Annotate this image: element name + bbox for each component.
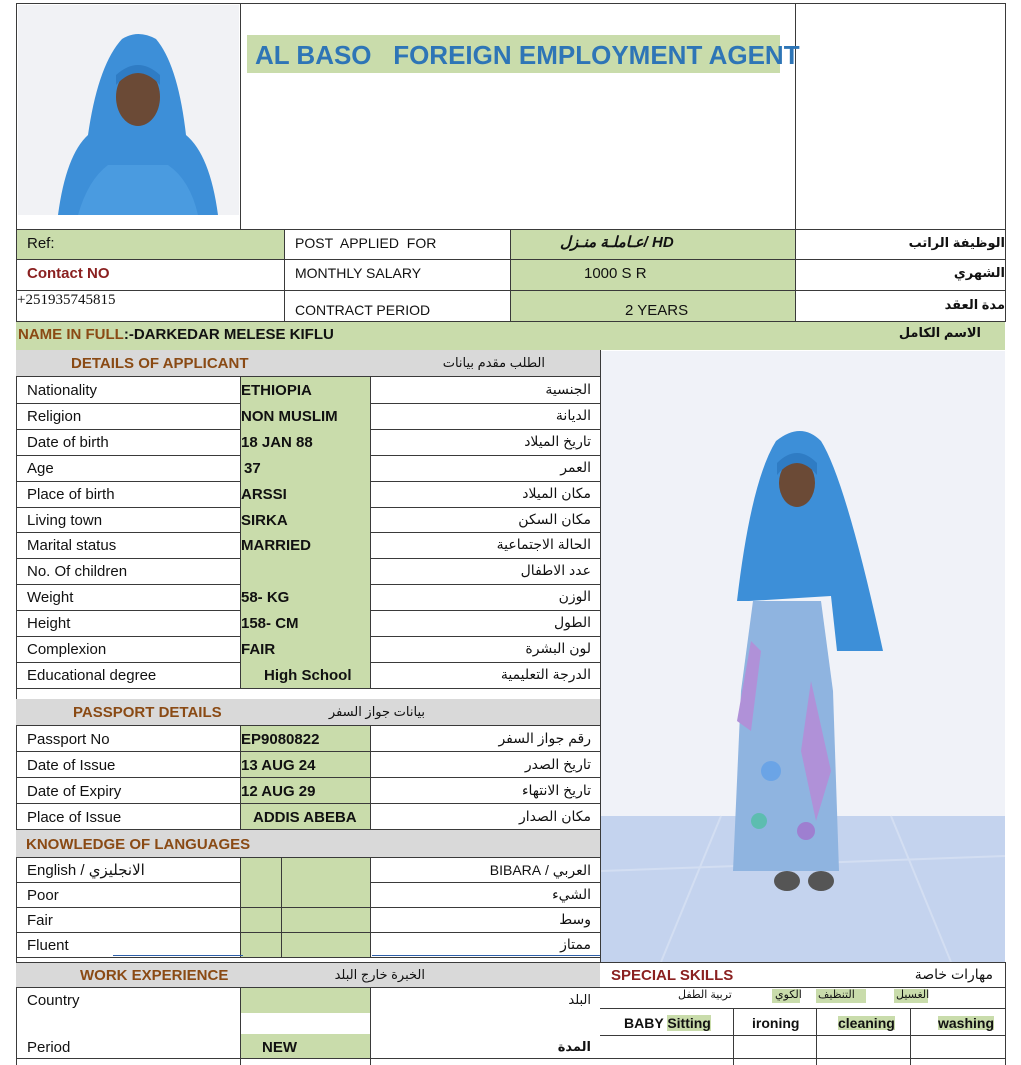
lang-arabic: العربي / BIBARA [489,862,591,878]
skill-ar-ironing: الكوي [775,989,802,1001]
detail-label: Complexion [27,641,107,658]
detail-ar: الديانة [555,407,591,423]
salary-value: 1000 S R [584,265,647,282]
detail-ar: تاريخ الميلاد [524,433,591,449]
detail-label: Date of birth [27,434,109,451]
salary-ar: الشهري [953,265,1005,280]
languages-header: KNOWLEDGE OF LANGUAGES [16,830,600,857]
passport-label: Place of Issue [27,809,122,826]
passport-ar: تاريخ الصدر [524,756,591,772]
skill-ar-washing: الغسيل [896,989,930,1001]
detail-ar: الحالة الاجتماعية [496,536,591,552]
passport-label: Date of Issue [27,757,116,774]
contract-value: 2 YEARS [625,302,689,319]
detail-ar: مكان السكن [518,511,591,527]
work-country-label: Country [27,992,80,1009]
name-row [16,322,1005,350]
post-ar: الوظيفة الراتب [908,235,1005,250]
lang-level-label: Fluent [27,937,69,954]
name-label: NAME IN FULL [18,326,124,343]
detail-value: NON MUSLIM [241,408,338,425]
work-period-label: Period [27,1039,71,1056]
detail-value: 158- CM [241,615,299,632]
ref-label: Ref: [27,235,55,252]
detail-label: Place of birth [27,486,115,503]
skill-baby-sitting: BABY Sitting [624,1015,711,1031]
post-label: POST APPLIED FOR [295,235,437,251]
detail-label: Educational degree [27,667,157,684]
passport-value: 12 AUG 29 [241,783,316,800]
lang-level-ar: الشيء [552,886,591,902]
passport-ar: رقم جواز السفر [498,730,591,746]
contract-ar: مدة العقد [944,297,1005,312]
agency-title: AL BASO FOREIGN EMPLOYMENT AGENT [247,35,780,73]
passport-label: Passport No [27,731,110,748]
applicant-portrait-photo [18,5,239,215]
work-header: WORK EXPERIENCE الخبرة خارج البلد [16,963,600,987]
passport-value: 13 AUG 24 [241,757,316,774]
lang-level-ar: وسط [559,911,591,927]
passport-ar: تاريخ الانتهاء [521,782,591,798]
detail-label: Nationality [27,382,98,399]
lang-level-label: Fair [27,912,53,929]
detail-ar: الطول [553,614,591,630]
detail-label: Height [27,615,71,632]
detail-label: Weight [27,589,74,606]
salary-label: MONTHLY SALARY [295,265,422,281]
name-value: :-DARKEDAR MELESE KIFLU [123,326,334,343]
detail-label: Religion [27,408,82,425]
skill-ar-baby: تربية الطفل [678,989,732,1001]
detail-value: 18 JAN 88 [241,434,313,451]
name-ar: الاسم الكامل [898,325,981,340]
detail-value: High School [264,667,352,684]
detail-value: FAIR [241,641,276,658]
detail-ar: الجنسية [545,381,591,397]
post-value: عـاملـة منـزل/ HD [560,234,674,251]
applicant-full-body-photo [601,351,1005,962]
passport-value: ADDIS ABEBA [253,809,357,826]
passport-value: EP9080822 [241,731,320,748]
lang-level-label: Poor [27,887,59,904]
contract-label: CONTRACT PERIOD [295,302,431,318]
contact-value: +251935745815 [17,292,116,308]
detail-value: 37 [244,460,261,477]
detail-value: MARRIED [241,537,311,554]
skill-ar-cleaning: التنظيف [818,989,855,1001]
lang-english: English / الانجليزي [27,862,145,879]
passport-ar: مكان الصدار [519,808,591,824]
detail-ar: مكان الميلاد [522,485,591,501]
work-period-ar: المدة [557,1039,591,1054]
detail-value: SIRKA [241,512,288,529]
detail-label: No. Of children [27,563,128,580]
skills-title: SPECIAL SKILLS [611,967,734,984]
passport-header: PASSPORT DETAILS بيانات جواز السفر [16,699,600,725]
detail-value: ETHIOPIA [241,382,312,399]
skill-cleaning: cleaning [838,1015,895,1031]
detail-value: ARSSI [241,486,287,503]
lang-level-ar: ممتاز [560,936,591,952]
detail-label: Living town [27,512,103,529]
skill-washing: washing [938,1015,995,1031]
detail-ar: الوزن [558,588,591,604]
contact-label: Contact NO [27,265,110,282]
detail-ar: لون البشرة [525,640,591,656]
detail-ar: عدد الاطفال [520,562,591,578]
skill-ironing: ironing [752,1015,800,1031]
detail-ar: الدرجة التعليمية [500,666,591,682]
passport-label: Date of Expiry [27,783,122,800]
detail-value: 58- KG [241,589,290,606]
details-header: DETAILS OF APPLICANT الطلب مقدم بيانات [16,350,600,376]
detail-label: Marital status [27,537,117,554]
work-period-value: NEW [262,1039,297,1056]
work-country-ar: البلد [568,992,591,1007]
detail-ar: العمر [560,459,591,475]
skills-title-ar: مهارات خاصة [914,966,993,982]
detail-label: Age [27,460,54,477]
